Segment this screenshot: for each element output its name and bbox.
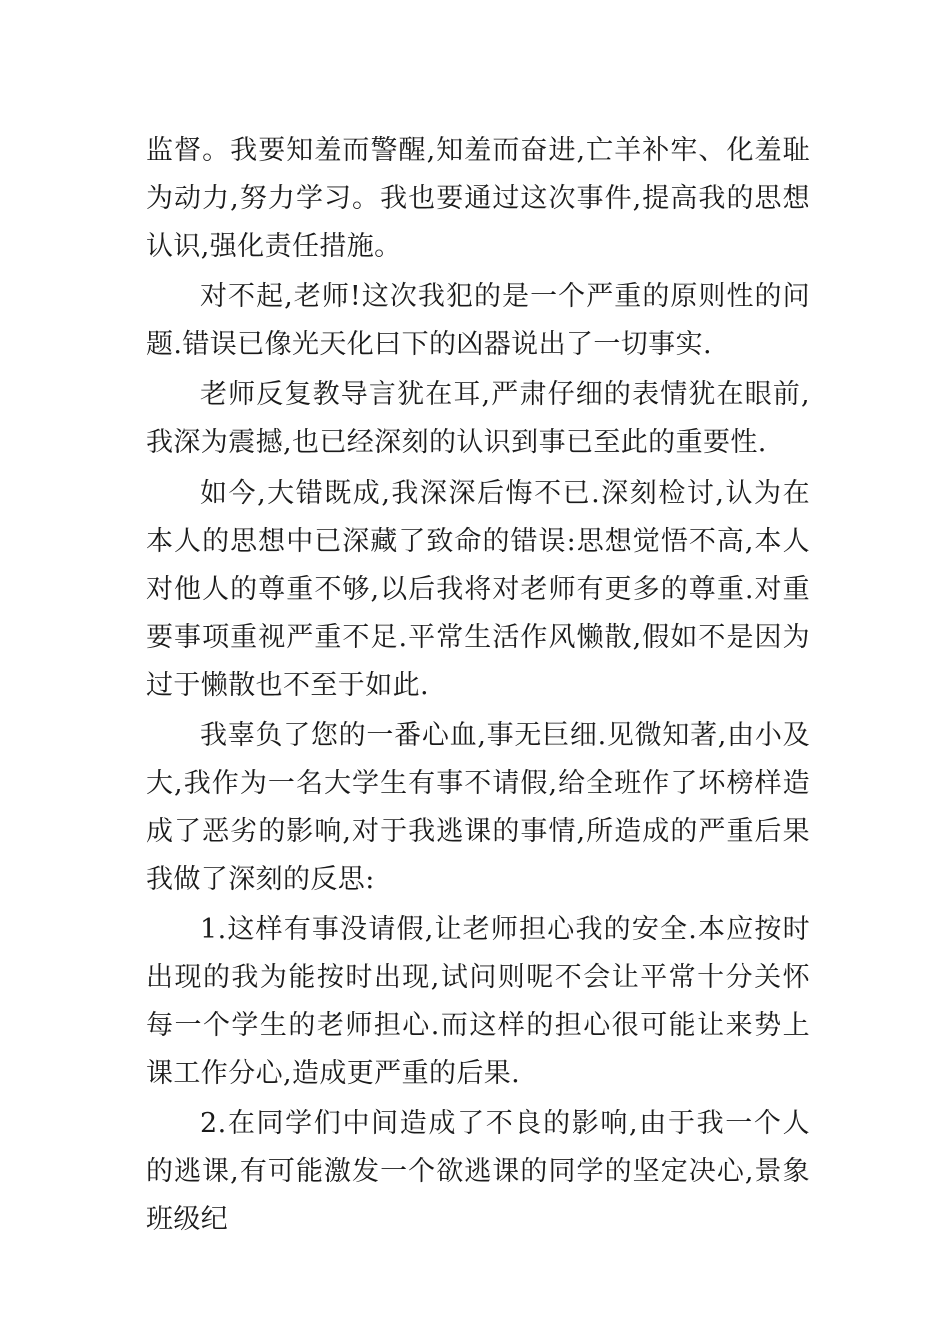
paragraph-1: 监督。我要知羞而警醒,知羞而奋进,亡羊补牢、化羞耻为动力,努力学习。我也要通过这次事件,提高我的思想认识,强化责任措施。 (146, 135, 810, 262)
paragraph-7: 2.在同学们中间造成了不良的影响,由于我一个人的逃课,有可能激发一个欲逃课的同学的坚定决心,景象班级纪 (146, 1108, 810, 1236)
paragraph-5: 我辜负了您的一番心血,事无巨细.见微知著,由小及大,我作为一名大学生有事不请假,给全班作了坏榜样造成了恶劣的影响,对于我逃课的事情,所造成的严重后果我做了深刻的反思: (146, 719, 810, 895)
paragraph-2: 对不起,老师!这次我犯的是一个严重的原则性的问题.错误已像光天化曰下的凶器说出了一切事实. (146, 281, 810, 361)
paragraph-4: 如今,大错既成,我深深后悔不已.深刻检讨,认为在本人的思想中已深藏了致命的错误:思想觉悟不高,本人对他人的尊重不够,以后我将对老师有更多的尊重.对重要事项重视严重不足.平常生活作风懒散,假如不是因为过于懒散也不至于如此. (146, 477, 810, 701)
document-page (146, 127, 810, 1246)
paragraph-3: 老师反复教导言犹在耳,严肃仔细的表情犹在眼前,我深为震撼,也已经深刻的认识到事已至此的重要性. (146, 379, 810, 459)
paragraph-6: 1.这样有事没请假,让老师担心我的安全.本应按时出现的我为能按时出现,试问则呢不会让平常十分关怀每一个学生的老师担心.而这样的担心很可能让来势上课工作分心,造成更严重的后果. (146, 913, 810, 1089)
